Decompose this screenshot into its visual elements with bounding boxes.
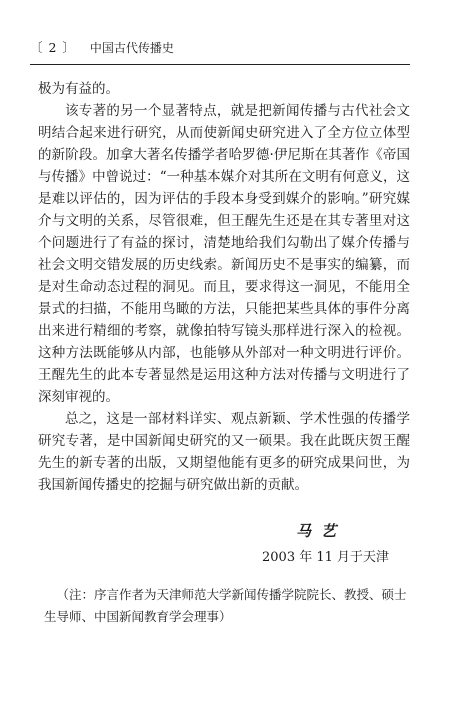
author-footnote: （注：序言作者为天津师范大学新闻传播学院院长、教授、硕士生导师、中国新闻教育学会理事）	[44, 587, 407, 624]
paragraph-continuation: 极为有益的。	[38, 81, 119, 97]
book-title: 中国古代传播史	[89, 41, 174, 55]
author-signature: 马艺	[296, 522, 347, 540]
paragraph-conclusion: 总之，这是一部材料详实、观点新颖、学术性强的传播学研究专著，是中国新闻史研究的又一硕果。我在此既庆贺王醒先生的新专著的出版，又期望他能有更多的研究成果问世，为我国新闻传播史的挖掘与研究做出新的贡献。	[38, 411, 410, 493]
header-rule	[30, 64, 410, 65]
signature-date: 2003 年 11 月于天津	[262, 550, 390, 565]
running-header	[30, 40, 174, 56]
body-text	[38, 78, 410, 496]
page-number: 〔 2 〕	[30, 40, 76, 55]
paragraph-main: 该专著的另一个显著特点，就是把新闻传播与古代社会文明结合起来进行研究，从而使新闻史研究进入了全方位立体型的新阶段。加拿大著名传播学者哈罗德·伊尼斯在其著作《帝国与传播》中曾说过：“一种基本媒介对其所在文明有何意义，这是难以评估的，因为评估的手段本身受到媒介的影响。”研究媒介与文明的关系，尽管很难，但王醒先生还是在其专著里对这个问题进行了有益的探讨，清楚地给我们勾勒出了媒介传播与社会文明交错发展的历史线索。新闻历史不是事实的编纂，而是对生命动态过程的洞见。而且，要求得这一洞见，不能用全景式的扫描，不能用鸟瞰的方法，只能把某些具体的事件分离出来进行精细的考察，就像拍特写镜头那样进行深入的检视。这种方法既能够从内部，也能够从外部对一种文明进行评价。王醒先生的此本专著显然是运用这种方法对传播与文明进行了深刻审视的。	[38, 103, 410, 405]
